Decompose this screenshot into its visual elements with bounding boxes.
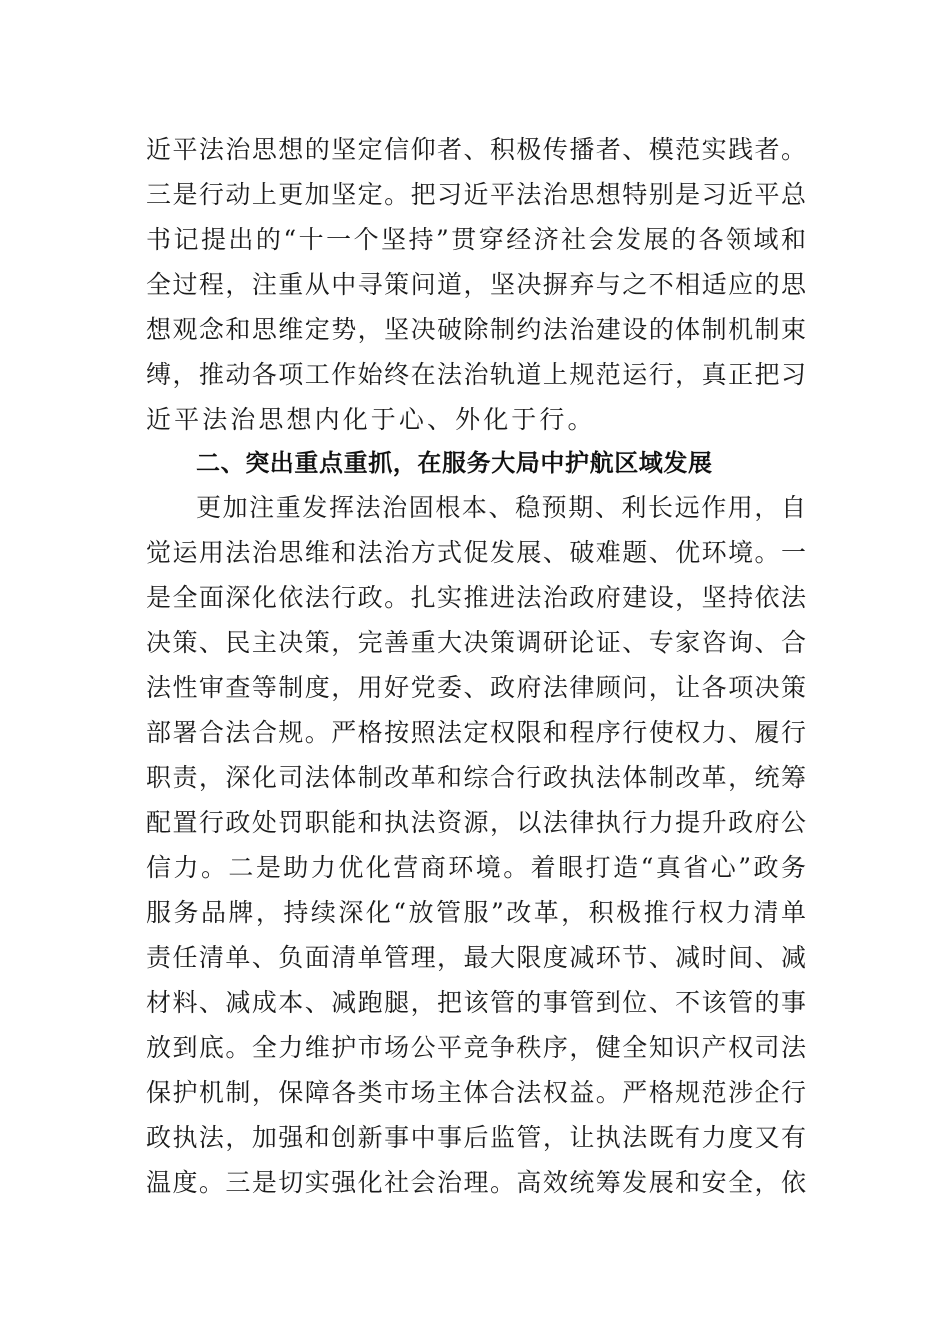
paragraph-2-line-11: 责任清单、负面清单管理，最大限度减环节、减时间、减 [146,943,806,972]
paragraph-2-line-9: 信力。二是助力优化营商环境。着眼打造“真省心”政务 [146,853,806,882]
paragraph-2-line-13: 放到底。全力维护市场公平竞争秩序，健全知识产权司法 [146,1033,806,1062]
paragraph-2-line-12: 材料、减成本、减跑腿，把该管的事管到位、不该管的事 [146,988,806,1017]
paragraph-2-line-5: 法性审查等制度，用好党委、政府法律顾问，让各项决策 [146,673,806,702]
paragraph-1-line-6: 缚，推动各项工作始终在法治轨道上规范运行，真正把习 [146,360,806,389]
paragraph-2-line-16: 温度。三是切实强化社会治理。高效统筹发展和安全，依 [146,1168,806,1197]
paragraph-2-line-3: 是全面深化依法行政。扎实推进法治政府建设，坚持依法 [146,583,806,612]
paragraph-2-line-10: 服务品牌，持续深化“放管服”改革，积极推行权力清单 [146,898,806,927]
paragraph-2-line-2: 觉运用法治思维和法治方式促发展、破难题、优环境。一 [146,538,806,567]
paragraph-2-line-8: 配置行政处罚职能和执法资源，以法律执行力提升政府公 [146,808,806,837]
paragraph-2-line-7: 职责，深化司法体制改革和综合行政执法体制改革，统筹 [146,763,806,792]
paragraph-1-line-7: 近平法治思想内化于心、外化于行。 [146,405,596,434]
paragraph-1-line-2: 三是行动上更加坚定。把习近平法治思想特别是习近平总 [146,180,806,209]
paragraph-2-line-1: 更加注重发挥法治固根本、稳预期、利长远作用，自 [196,493,806,522]
paragraph-2-line-4: 决策、民主决策，完善重大决策调研论证、专家咨询、合 [146,628,806,657]
paragraph-2-line-14: 保护机制，保障各类市场主体合法权益。严格规范涉企行 [146,1078,806,1107]
paragraph-1-line-5: 想观念和思维定势，坚决破除制约法治建设的体制机制束 [146,315,806,344]
paragraph-1-line-1: 近平法治思想的坚定信仰者、积极传播者、模范实践者。 [146,135,806,164]
section-heading: 二、突出重点重抓，在服务大局中护航区域发展 [196,449,713,477]
paragraph-2-line-6: 部署合法合规。严格按照法定权限和程序行使权力、履行 [146,718,806,747]
paragraph-2-line-15: 政执法，加强和创新事中事后监管，让执法既有力度又有 [146,1123,806,1152]
paragraph-1-line-4: 全过程，注重从中寻策问道，坚决摒弃与之不相适应的思 [146,270,806,299]
paragraph-1-line-3: 书记提出的“十一个坚持”贯穿经济社会发展的各领域和 [146,225,806,254]
